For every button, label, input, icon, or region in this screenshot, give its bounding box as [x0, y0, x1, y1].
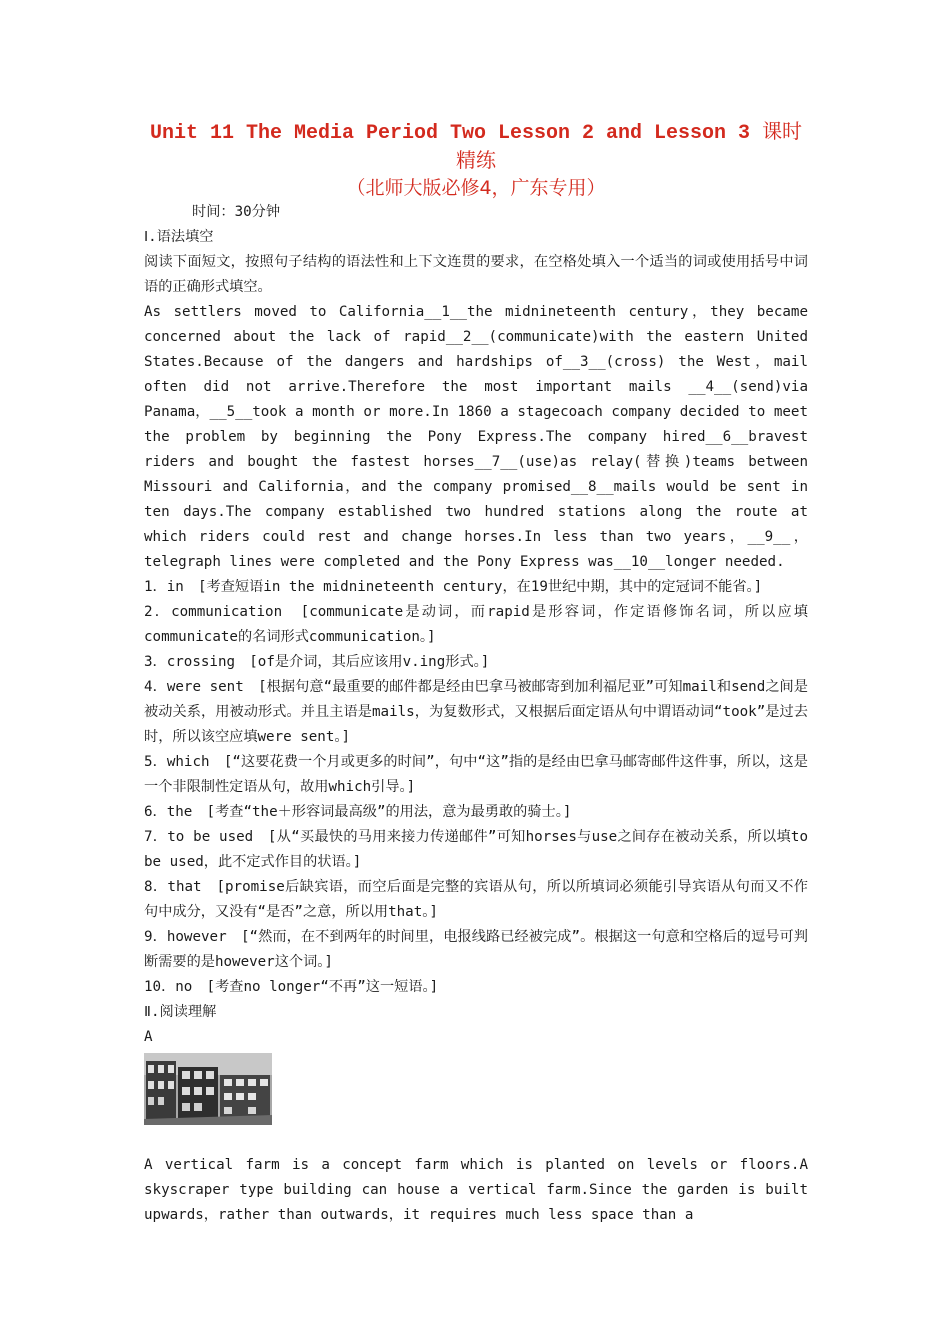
answer-item: 2．communication [communicate是动词，而rapid是形容词，作定语修饰名词，所以应填communicate的名词形式communication。]	[144, 604, 808, 645]
answer-list	[144, 575, 808, 1000]
answer-item: 6．the [考查“the＋形容词最高级”的用法，意为最勇敢的骑士。]	[144, 804, 572, 820]
answer-item: 5．which [“这要花费一个月或更多的时间”，句中“这”指的是经由巴拿马邮寄邮件这件事，所以，这是一个非限制性定语从句，故用which引导。]	[144, 754, 808, 795]
document-page	[144, 118, 808, 1228]
answer-item: 7．to be used [从“买最快的马用来接力传递邮件”可知horses与use之间存在被动关系，所以填to be used，此不定式作目的状语。]	[144, 829, 808, 870]
section-heading-reading: Ⅱ.阅读理解	[144, 1004, 217, 1020]
cloze-passage: As settlers moved to California__1__the midnineteenth century，they became concerned about the lack of rapid__2__(communicate)with the eastern United States.Because of the dangers and hardships of__3__(cross) the West，mail often did not arrive.Therefore the most important mails __4__(send)via Panama，__5__took a month or more.In 1860 a stagecoach company decided to meet the problem by beginning the Pony Express.The company hired__6__bravest riders and bought the fastest horses__7__(use)as relay(替换)teams between Missouri and California，and the company promised__8__mails would be sent in ten days.The company established two hundred stations along the route at which riders could rest and change horses.In less than two years，__9__，telegraph lines were completed and the Pony Express was__10__longer needed.	[144, 304, 808, 570]
vertical-farm-photo-graphic	[144, 1053, 272, 1125]
section-instruction: 阅读下面短文，按照句子结构的语法性和上下文连贯的要求，在空格处填入一个适当的词或使用括号中词语的正确形式填空。	[144, 254, 808, 295]
title-english: Unit 11 The Media Period Two Lesson 2 and Lesson 3	[149, 122, 751, 145]
time-limit: 时间：30分钟	[192, 204, 281, 220]
answer-item: 10．no [考查no longer“不再”这一短语。]	[144, 979, 439, 995]
answer-item: 8．that [promise后缺宾语，而空后面是完整的宾语从句，所以所填词必须能引导宾语从句而又不作句中成分，又没有“是否”之意，所以用that。]	[144, 879, 808, 920]
answer-item: 4．were sent [根据句意“最重要的邮件都是经由巴拿马被邮寄到加利福尼亚”可知mail和send之间是被动关系，用被动形式。并且主语是mails，为复数形式，又根据后面定语从句中谓语动词“took”是过去时，所以该空应填were sent。]	[144, 679, 808, 745]
section-heading-grammar: Ⅰ.语法填空	[144, 229, 214, 245]
passage-label: A	[144, 1029, 153, 1045]
vertical-farm-photo	[144, 1053, 272, 1125]
title-chinese: 课时精练	[456, 119, 803, 172]
answer-item: 1．in [考查短语in the midnineteenth century，在19世纪中期，其中的定冠词不能省。]	[144, 579, 763, 595]
answer-item: 9．however [“然而，在不到两年的时间里，电报线路已经被完成”。根据这一句意和空格后的逗号可判断需要的是however这个词。]	[144, 929, 808, 970]
document-subtitle: （北师大版必修4，广东专用）	[346, 177, 606, 199]
document-title	[144, 118, 808, 176]
answer-item: 3．crossing [of是介词，其后应该用v.ing形式。]	[144, 654, 490, 670]
reading-passage-a: A vertical farm is a concept farm which is planted on levels or floors.A skyscraper type building can house a vertical farm.Since the garden is built upwards，rather than outwards，it requires much less space than a	[144, 1157, 808, 1223]
